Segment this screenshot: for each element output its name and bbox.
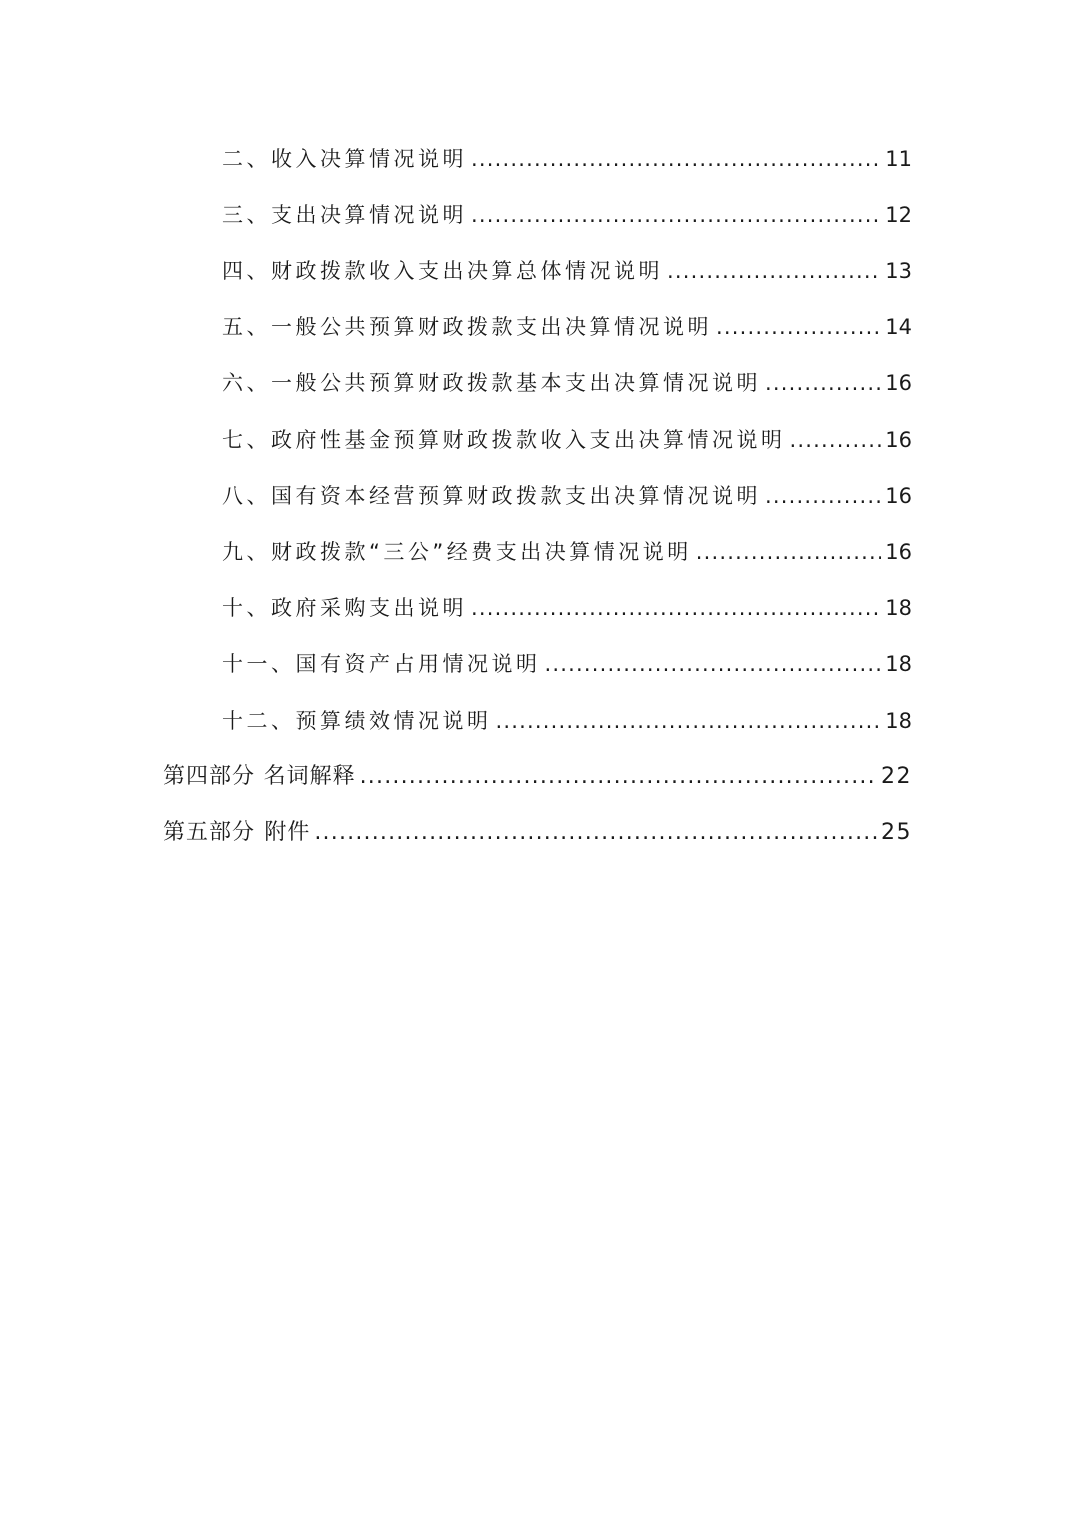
toc-part-entry[interactable] (163, 761, 912, 793)
toc-entry[interactable] (222, 144, 912, 174)
toc-leader-dots (360, 761, 877, 793)
toc-page-number: 12 (885, 203, 912, 227)
toc-page-number: 25 (881, 820, 912, 845)
toc-page-number: 16 (885, 484, 912, 508)
toc-entry-title: 十、政府采购支出说明 (222, 596, 467, 620)
toc-part-label: 第五部分 (163, 820, 256, 845)
toc-part-title: 附件 (264, 820, 311, 845)
toc-leader-dots (471, 200, 881, 230)
toc-page-number: 22 (881, 764, 912, 789)
toc-page-number: 16 (885, 540, 912, 564)
toc-entry-title: 三、支出决算情况说明 (222, 203, 467, 227)
toc-entry-title: 五、一般公共预算财政拨款支出决算情况说明 (222, 315, 712, 339)
toc-leader-dots (716, 312, 881, 342)
toc-page-number: 13 (885, 259, 912, 283)
toc-leader-dots (471, 144, 881, 174)
toc-entry[interactable] (222, 593, 912, 623)
toc-entry[interactable] (222, 481, 912, 511)
toc-entry-title: 十二、预算绩效情况说明 (222, 709, 492, 733)
toc-entry-title: 八、国有资本经营预算财政拨款支出决算情况说明 (222, 484, 761, 508)
toc-entry[interactable] (222, 649, 912, 679)
toc-entry-title: 七、政府性基金预算财政拨款收入支出决算情况说明 (222, 428, 786, 452)
toc-entry[interactable] (222, 256, 912, 286)
toc-entry-title: 六、一般公共预算财政拨款基本支出决算情况说明 (222, 371, 761, 395)
toc-entry-title: 四、财政拨款收入支出决算总体情况说明 (222, 259, 663, 283)
toc-entry[interactable] (222, 200, 912, 230)
toc-page-number: 18 (885, 596, 912, 620)
toc-page-number: 11 (885, 147, 912, 171)
toc-leader-dots (696, 537, 882, 567)
toc-leader-dots (471, 593, 881, 623)
toc-page-number: 18 (885, 709, 912, 733)
toc-part-title: 名词解释 (263, 764, 356, 789)
toc-leader-dots (765, 481, 881, 511)
toc-entry-title: 十一、国有资产占用情况说明 (222, 652, 541, 676)
toc-page-number: 16 (885, 371, 912, 395)
toc-leader-dots (790, 425, 882, 455)
toc-entry-title: 九、财政拨款“三公”经费支出决算情况说明 (222, 540, 692, 564)
toc-entry[interactable] (222, 706, 912, 736)
toc-entry[interactable] (222, 312, 912, 342)
toc-leader-dots (314, 817, 877, 849)
toc-entry[interactable] (222, 537, 912, 567)
toc-entry-title: 二、收入决算情况说明 (222, 147, 467, 171)
toc-page-number: 18 (885, 652, 912, 676)
toc-leader-dots (545, 649, 882, 679)
toc-part-entry[interactable] (163, 817, 912, 849)
toc-leader-dots (765, 368, 881, 398)
toc-entry[interactable] (222, 425, 912, 455)
toc-leader-dots (667, 256, 881, 286)
toc-part-label: 第四部分 (163, 764, 256, 789)
toc-leader-dots (496, 706, 882, 736)
toc-page-number: 14 (885, 315, 912, 339)
toc-page-number: 16 (885, 428, 912, 452)
toc-entry[interactable] (222, 368, 912, 398)
